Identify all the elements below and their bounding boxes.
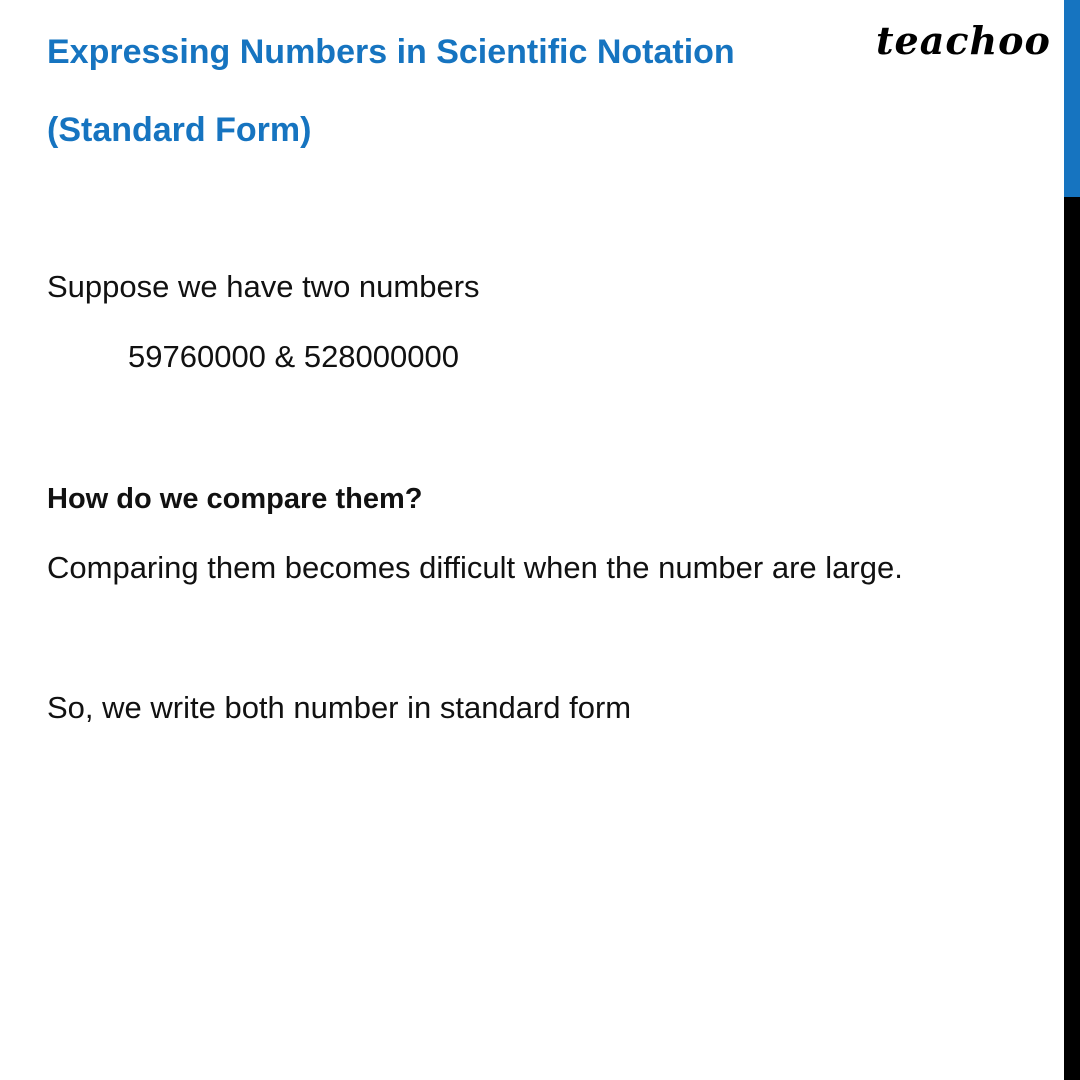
numbers-text: 59760000 & 528000000 <box>128 339 459 374</box>
question-heading: How do we compare them? <box>47 483 423 515</box>
conclusion-text: So, we write both number in standard form <box>47 690 632 725</box>
sidebar-accent-bar <box>1064 0 1080 197</box>
page-title: Expressing Numbers in Scientific Notation <box>47 33 735 71</box>
teachoo-logo: teachoo <box>876 18 1051 63</box>
page-subtitle: (Standard Form) <box>47 111 312 149</box>
intro-text: Suppose we have two numbers <box>47 269 480 304</box>
explanation-text: Comparing them becomes difficult when the number are large. <box>47 550 903 585</box>
